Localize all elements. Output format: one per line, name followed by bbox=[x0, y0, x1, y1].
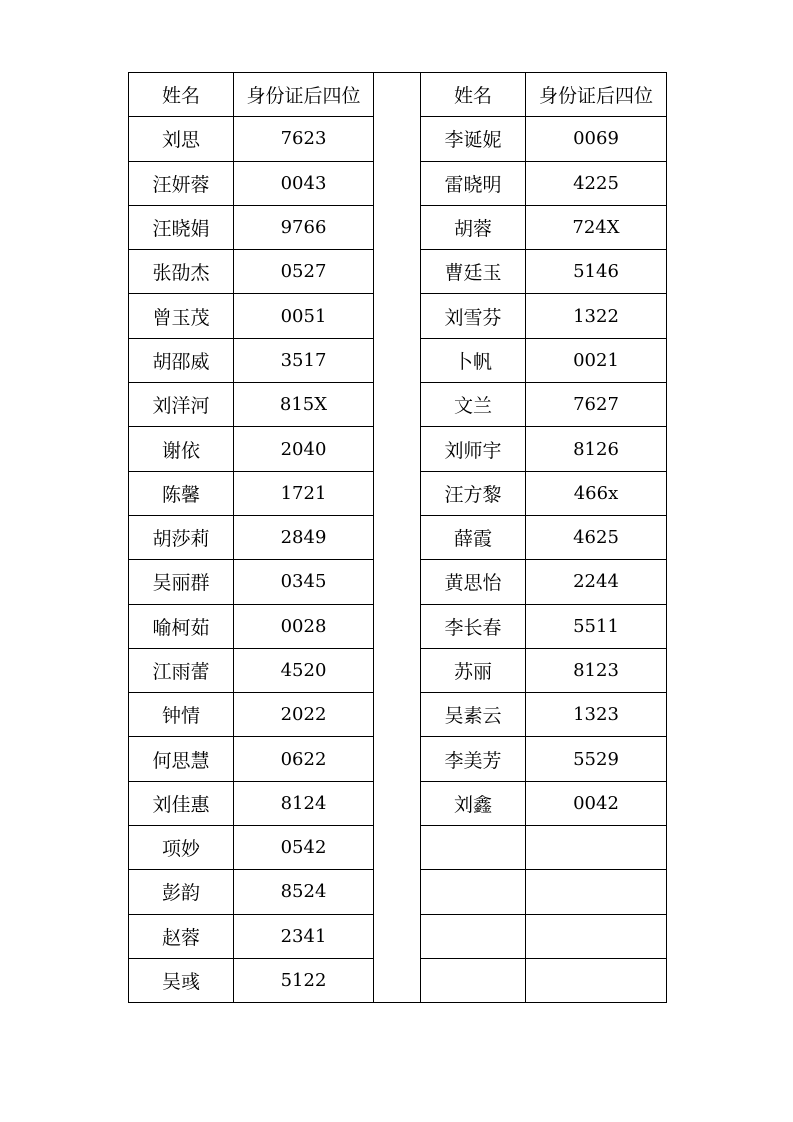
left-id-cell: 9766 bbox=[234, 205, 374, 249]
table-row bbox=[129, 781, 667, 825]
left-name-cell: 吴彧 bbox=[129, 958, 234, 1002]
table-row bbox=[129, 826, 667, 870]
header-id-right: 身份证后四位 bbox=[526, 73, 667, 117]
table-row bbox=[129, 471, 667, 515]
header-name-right: 姓名 bbox=[421, 73, 526, 117]
column-gap bbox=[374, 781, 421, 825]
right-name-cell: 文兰 bbox=[421, 383, 526, 427]
right-name-cell: 刘雪芬 bbox=[421, 294, 526, 338]
column-gap bbox=[374, 205, 421, 249]
left-name-cell: 曾玉茂 bbox=[129, 294, 234, 338]
column-gap bbox=[374, 73, 421, 117]
right-name-cell: 黄思怡 bbox=[421, 560, 526, 604]
right-id-cell: 4625 bbox=[526, 515, 667, 559]
column-gap bbox=[374, 958, 421, 1002]
table-row bbox=[129, 205, 667, 249]
header-id-left: 身份证后四位 bbox=[234, 73, 374, 117]
right-id-cell: 5511 bbox=[526, 604, 667, 648]
column-gap bbox=[374, 294, 421, 338]
left-id-cell: 4520 bbox=[234, 648, 374, 692]
column-gap bbox=[374, 427, 421, 471]
right-id-cell: 724X bbox=[526, 205, 667, 249]
left-name-cell: 江雨蕾 bbox=[129, 648, 234, 692]
roster-table bbox=[128, 72, 667, 1003]
table-row bbox=[129, 515, 667, 559]
left-id-cell: 7623 bbox=[234, 117, 374, 161]
left-id-cell: 2341 bbox=[234, 914, 374, 958]
right-name-cell: 雷晓明 bbox=[421, 161, 526, 205]
left-id-cell: 2849 bbox=[234, 515, 374, 559]
left-name-cell: 吴丽群 bbox=[129, 560, 234, 604]
left-id-cell: 3517 bbox=[234, 338, 374, 382]
left-name-cell: 赵蓉 bbox=[129, 914, 234, 958]
right-name-cell: 汪方黎 bbox=[421, 471, 526, 515]
right-name-cell: 李诞妮 bbox=[421, 117, 526, 161]
left-name-cell: 刘思 bbox=[129, 117, 234, 161]
column-gap bbox=[374, 161, 421, 205]
left-id-cell: 1721 bbox=[234, 471, 374, 515]
left-name-cell: 喻柯茹 bbox=[129, 604, 234, 648]
left-name-cell: 刘洋河 bbox=[129, 383, 234, 427]
left-name-cell: 项妙 bbox=[129, 826, 234, 870]
table-row bbox=[129, 250, 667, 294]
right-name-cell: 苏丽 bbox=[421, 648, 526, 692]
right-id-cell: 2244 bbox=[526, 560, 667, 604]
header-name-left: 姓名 bbox=[129, 73, 234, 117]
left-id-cell: 2022 bbox=[234, 693, 374, 737]
column-gap bbox=[374, 870, 421, 914]
right-name-cell: 李美芳 bbox=[421, 737, 526, 781]
column-gap bbox=[374, 604, 421, 648]
column-gap bbox=[374, 471, 421, 515]
right-id-cell: 7627 bbox=[526, 383, 667, 427]
right-id-cell: 0069 bbox=[526, 117, 667, 161]
left-id-cell: 815X bbox=[234, 383, 374, 427]
column-gap bbox=[374, 250, 421, 294]
right-id-cell: 466x bbox=[526, 471, 667, 515]
table-row bbox=[129, 737, 667, 781]
column-gap bbox=[374, 826, 421, 870]
right-id-cell bbox=[526, 826, 667, 870]
column-gap bbox=[374, 515, 421, 559]
left-id-cell: 0622 bbox=[234, 737, 374, 781]
table-row bbox=[129, 383, 667, 427]
right-id-cell: 0021 bbox=[526, 338, 667, 382]
table-row bbox=[129, 648, 667, 692]
left-name-cell: 张劭杰 bbox=[129, 250, 234, 294]
left-id-cell: 0345 bbox=[234, 560, 374, 604]
right-name-cell bbox=[421, 870, 526, 914]
left-name-cell: 何思慧 bbox=[129, 737, 234, 781]
table-row bbox=[129, 117, 667, 161]
column-gap bbox=[374, 914, 421, 958]
right-id-cell: 4225 bbox=[526, 161, 667, 205]
column-gap bbox=[374, 117, 421, 161]
left-id-cell: 8124 bbox=[234, 781, 374, 825]
right-name-cell: 李长春 bbox=[421, 604, 526, 648]
right-name-cell: 薛霞 bbox=[421, 515, 526, 559]
left-name-cell: 刘佳惠 bbox=[129, 781, 234, 825]
left-name-cell: 胡莎莉 bbox=[129, 515, 234, 559]
table-row bbox=[129, 427, 667, 471]
right-name-cell: 吴素云 bbox=[421, 693, 526, 737]
table-row bbox=[129, 693, 667, 737]
table-row bbox=[129, 161, 667, 205]
right-id-cell bbox=[526, 958, 667, 1002]
right-id-cell: 5529 bbox=[526, 737, 667, 781]
left-name-cell: 汪晓娟 bbox=[129, 205, 234, 249]
table-row bbox=[129, 338, 667, 382]
right-name-cell bbox=[421, 958, 526, 1002]
left-id-cell: 5122 bbox=[234, 958, 374, 1002]
table-row bbox=[129, 560, 667, 604]
column-gap bbox=[374, 648, 421, 692]
left-name-cell: 钟情 bbox=[129, 693, 234, 737]
left-name-cell: 汪妍蓉 bbox=[129, 161, 234, 205]
right-id-cell: 1322 bbox=[526, 294, 667, 338]
left-name-cell: 彭韵 bbox=[129, 870, 234, 914]
right-name-cell bbox=[421, 826, 526, 870]
column-gap bbox=[374, 737, 421, 781]
right-name-cell: 胡蓉 bbox=[421, 205, 526, 249]
column-gap bbox=[374, 338, 421, 382]
left-name-cell: 陈馨 bbox=[129, 471, 234, 515]
right-id-cell: 1323 bbox=[526, 693, 667, 737]
left-name-cell: 谢依 bbox=[129, 427, 234, 471]
header-row bbox=[129, 73, 667, 117]
column-gap bbox=[374, 693, 421, 737]
left-id-cell: 0051 bbox=[234, 294, 374, 338]
table-row bbox=[129, 958, 667, 1002]
left-id-cell: 8524 bbox=[234, 870, 374, 914]
table-row bbox=[129, 294, 667, 338]
left-id-cell: 0527 bbox=[234, 250, 374, 294]
right-id-cell: 0042 bbox=[526, 781, 667, 825]
left-id-cell: 0043 bbox=[234, 161, 374, 205]
right-name-cell: 卜帆 bbox=[421, 338, 526, 382]
right-name-cell: 刘师宇 bbox=[421, 427, 526, 471]
left-id-cell: 0542 bbox=[234, 826, 374, 870]
table-row bbox=[129, 604, 667, 648]
right-id-cell: 8123 bbox=[526, 648, 667, 692]
right-id-cell bbox=[526, 914, 667, 958]
column-gap bbox=[374, 560, 421, 604]
right-id-cell: 5146 bbox=[526, 250, 667, 294]
right-id-cell bbox=[526, 870, 667, 914]
column-gap bbox=[374, 383, 421, 427]
right-name-cell: 刘鑫 bbox=[421, 781, 526, 825]
table-row bbox=[129, 870, 667, 914]
right-name-cell bbox=[421, 914, 526, 958]
left-name-cell: 胡邵威 bbox=[129, 338, 234, 382]
table-row bbox=[129, 914, 667, 958]
right-name-cell: 曹廷玉 bbox=[421, 250, 526, 294]
left-id-cell: 2040 bbox=[234, 427, 374, 471]
right-id-cell: 8126 bbox=[526, 427, 667, 471]
left-id-cell: 0028 bbox=[234, 604, 374, 648]
